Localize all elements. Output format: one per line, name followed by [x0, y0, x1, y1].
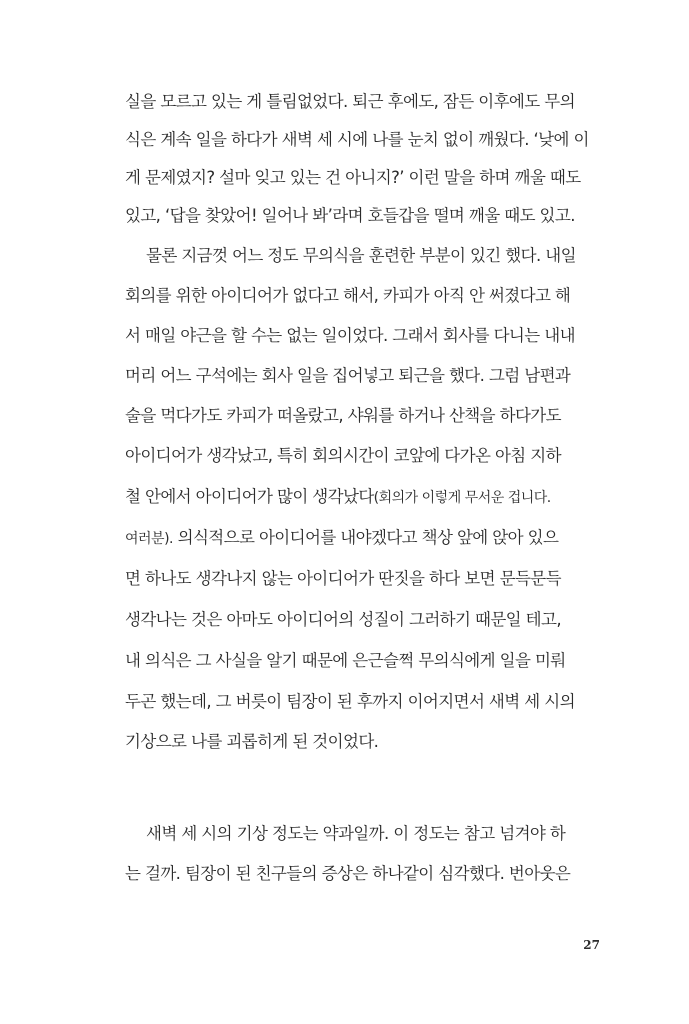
- text-line: 내 의식은 그 사실을 알기 때문에 은근슬쩍 무의식에게 일을 미뤄: [125, 651, 566, 670]
- text-segment: 의식적으로 아이디어를 내야겠다고 책상 앞에 앉아 있으: [172, 528, 559, 547]
- text-line: 생각나는 것은 아마도 아이디어의 성질이 그러하기 때문일 테고,: [125, 610, 561, 629]
- text-line: 식은 계속 일을 하다가 새벽 세 시에 나를 눈치 없이 깨웠다. ‘낮에 이: [125, 130, 589, 149]
- text-line: [125, 522, 605, 554]
- text-line: 면 하나도 생각나지 않는 아이디어가 딴짓을 하다 보면 문득문득: [125, 569, 561, 588]
- text-line: 는 걸까. 팀장이 된 친구들의 증상은 하나같이 심각했다. 번아웃은: [125, 864, 571, 883]
- page-number: 27: [583, 938, 600, 952]
- text-line: 새벽 세 시의 기상 정도는 약과일까. 이 정도는 참고 넘겨야 하: [146, 824, 566, 843]
- text-line: [125, 481, 605, 513]
- aside-text: (회의가 이렇게 무서운 겁니다.: [373, 490, 551, 506]
- text-line: 술을 먹다가도 카피가 떠올랐고, 샤워를 하거나 산책을 하다가도: [125, 406, 561, 425]
- text-line: 실을 모르고 있는 게 틀림없었다. 퇴근 후에도, 잠든 이후에도 무의: [125, 92, 575, 111]
- text-line: 회의를 위한 아이디어가 없다고 해서, 카피가 아직 안 써졌다고 해: [125, 286, 571, 305]
- text-segment: 철 안에서 아이디어가 많이 생각났다: [125, 487, 374, 506]
- text-line: 서 매일 야근을 할 수는 없는 일이었다. 그래서 회사를 다니는 내내: [125, 326, 575, 345]
- text-line: 머리 어느 구석에는 회사 일을 집어넣고 퇴근을 했다. 그럼 남편과: [125, 366, 571, 385]
- text-line: 게 문제였지? 설마 잊고 있는 건 아니지?’ 이런 말을 하며 깨울 때도: [125, 168, 581, 187]
- text-line: 물론 지금껏 어느 정도 무의식을 훈련한 부분이 있긴 했다. 내일: [146, 246, 576, 265]
- text-line: 있고, ‘답을 찾았어! 일어나 봐’라며 호들갑을 떨며 깨울 때도 있고.: [125, 206, 575, 225]
- text-line: 아이디어가 생각났고, 특히 회의시간이 코앞에 다가온 아침 지하: [125, 446, 561, 465]
- aside-text: 여러분).: [125, 531, 173, 547]
- text-line: 두곤 했는데, 그 버릇이 팀장이 된 후까지 이어지면서 새벽 세 시의: [125, 692, 575, 711]
- text-line: 기상으로 나를 괴롭히게 된 것이었다.: [125, 732, 379, 751]
